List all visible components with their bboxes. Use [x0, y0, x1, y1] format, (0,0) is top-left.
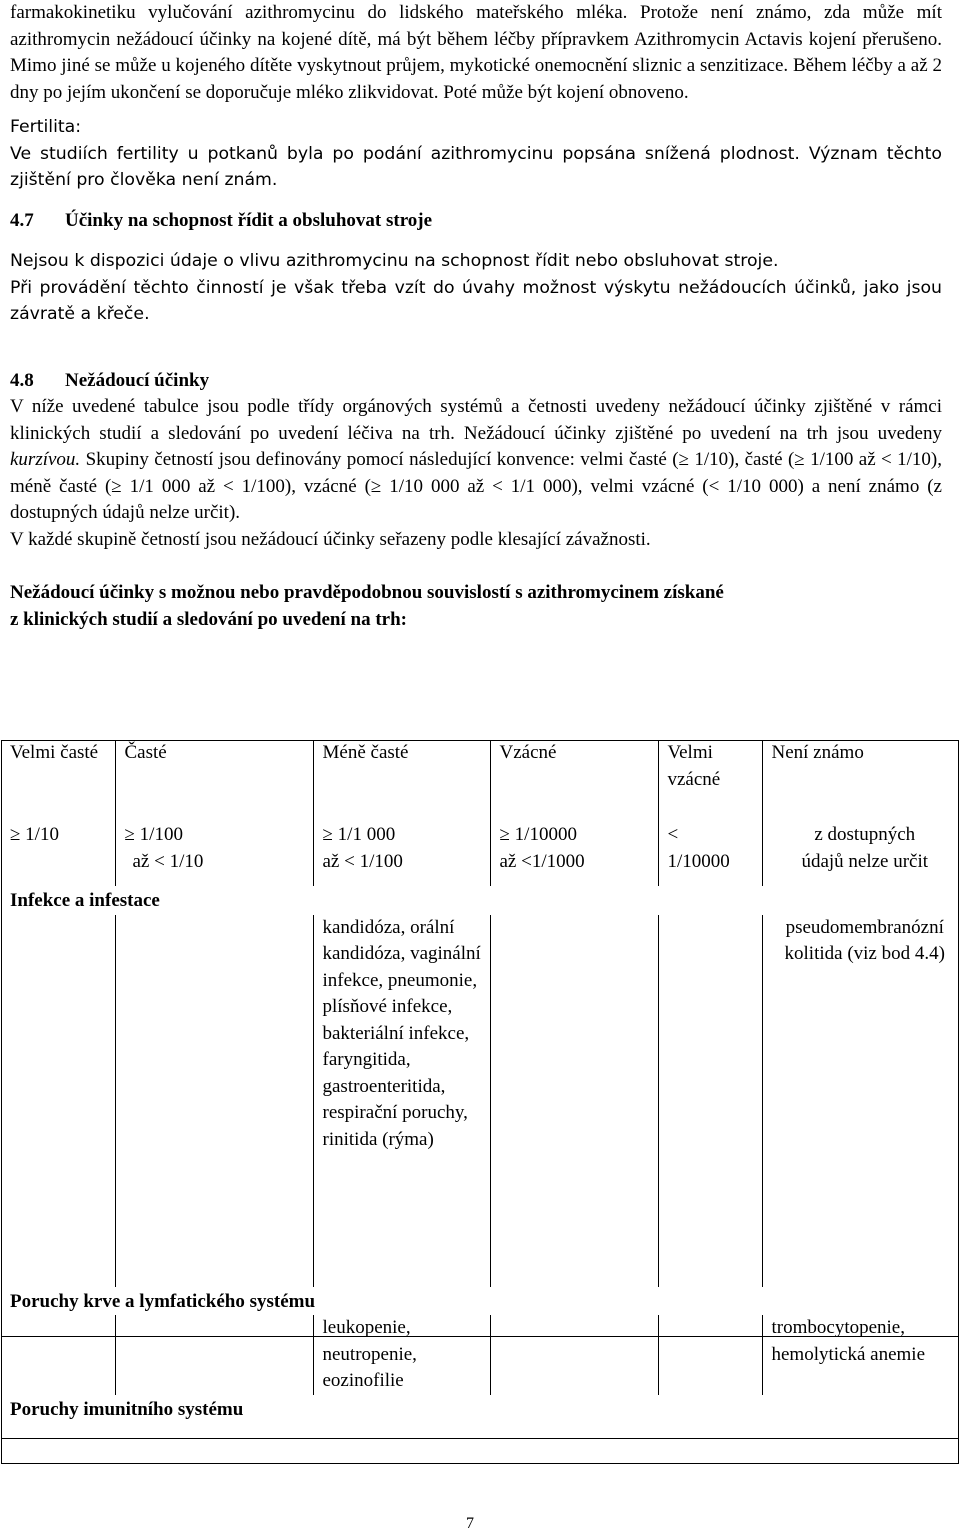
header-velmi-caste: Velmi časté: [10, 742, 99, 763]
frequency-line: údajů nelze určit: [801, 850, 929, 872]
frequency-line: až < 1/10: [132, 850, 204, 872]
header-neni-znamo: Není známo: [762, 740, 958, 822]
section-number: 4.8: [10, 369, 34, 391]
section-4-7-heading: [10, 208, 942, 235]
frequency-cell: [313, 822, 490, 886]
section-4-8-paragraph-2: V každé skupině četností jsou nežádoucí účinky seřazeny podle klesající závažnosti.: [10, 528, 651, 550]
frequency-cell: [762, 822, 958, 886]
frequency-line: až < 1/100: [322, 850, 403, 872]
category-name: Poruchy krve a lymfatického systému: [10, 1290, 316, 1312]
mene-caste-cell: leukopenie, neutropenie, eozinofilie: [313, 1315, 490, 1395]
frequency-line: z dostupných: [814, 824, 916, 845]
section-4-7-paragraph-2: Při provádění těchto činností je však třeba vzít do úvahy možnost výskytu nežádoucích účinků, jako jsou závratě a křeče.: [10, 277, 942, 324]
mene-caste-cell: kandidóza, orální kandidóza, vaginální infekce, pneumonie, plísňové infekce, bakteriální infekce, faryngitida, gastroenteritida, respirační poruchy, rinitida (rýma): [313, 915, 490, 1287]
frequency-cell: [658, 822, 762, 886]
frequency-cell: [1, 822, 115, 886]
italic-text: kurzívou.: [10, 449, 81, 470]
empty-cell: [115, 915, 313, 1287]
empty-cell: [658, 915, 762, 1287]
table-divider: [1, 1438, 959, 1439]
frequency-line: <: [667, 824, 679, 845]
section-4-7-paragraph-1: Nejsou k dispozici údaje o vlivu azithromycinu na schopnost řídit nebo obsluhovat stroje.: [10, 251, 779, 271]
frequency-line: ≥ 1/10000: [499, 824, 577, 845]
empty-cell: [115, 1315, 313, 1395]
page-number: 7: [466, 1515, 474, 1532]
frequency-cell: [490, 822, 658, 886]
category-row: [1, 1395, 958, 1424]
adverse-effects-table: [1, 740, 958, 1423]
fertility-label: Fertilita:: [10, 117, 82, 137]
text-run: Skupiny četností jsou definovány pomocí následující konvence: velmi časté (≥ 1/10), časté (≥ 1/100 až < 1/10), méně časté (≥ 1/1 000 až < 1/100), vzácné (≥ 1/10 000 až < 1/1 000), velmi vzácné (< 1/10 000) a není známo (z dostupných údajů nelze určit).: [10, 449, 942, 523]
text-run: V níže uvedené tabulce jsou podle třídy orgánových systémů a četnosti uvedeny nežádoucí účinky zjištěné v rámci klinických studií a sledování po uvedení léčiva na trh. Nežádoucí účinky zjištěné po uvedení na trh jsou uvedeny: [10, 396, 942, 444]
frequency-line: ≥ 1/10: [10, 824, 59, 845]
section-title: Účinky na schopnost řídit a obsluhovat stroje: [65, 209, 433, 231]
empty-cell: [490, 1315, 658, 1395]
category-row: [1, 886, 958, 915]
section-4-8-heading: [10, 368, 942, 395]
category-row: [1, 1287, 958, 1316]
neni-znamo-cell: trombocytopenie, hemolytická anemie: [762, 1315, 958, 1395]
table-frequency-row: [1, 822, 958, 886]
table-title-line-2: z klinických studií a sledování po uvedení na trh:: [10, 608, 407, 630]
header-mene-caste: Méně časté: [313, 740, 490, 822]
empty-cell: [658, 1315, 762, 1395]
table-title-line-1: Nežádoucí účinky s možnou nebo pravděpodobnou souvislostí s azithromycinem získané: [10, 582, 724, 603]
category-name: Poruchy imunitního systému: [10, 1398, 244, 1420]
breastfeeding-paragraph: farmakokinetiku vylučování azithromycinu do lidského mateřského mléka. Protože není známo, zda může mít azithromycin nežádoucí účinky na kojené dítě, má být během léčby přípravkem Azithromycin Actavis kojení přerušeno. Mimo jiné se může u kojeného dítěte vyskytnout průjem, mykotické onemocnění sliznic a senzitizace. Během léčby a až 2 dny po jejím ukončení se doporučuje mléko zlikvidovat. Poté může být kojení obnoveno.: [10, 2, 942, 103]
category-name: Infekce a infestace: [10, 890, 160, 911]
fertility-paragraph: Ve studiích fertility u potkanů byla po podání azithromycinu popsána snížená plodnost. Význam těchto zjištění pro člověka není znám.: [10, 143, 942, 190]
section-number: 4.7: [10, 209, 34, 231]
frequency-line: ≥ 1/1 000: [322, 824, 396, 845]
empty-cell: [1, 1315, 115, 1395]
table-header-row: [1, 740, 958, 822]
empty-cell: [490, 915, 658, 1287]
header-caste: Časté: [115, 740, 313, 822]
frequency-line: ≥ 1/100: [124, 824, 183, 845]
frequency-line: až <1/1000: [499, 850, 585, 872]
document-page: [10, 0, 942, 633]
section-title: Nežádoucí účinky: [65, 369, 210, 391]
neni-znamo-cell: pseudomembranózní kolitida (viz bod 4.4): [762, 915, 958, 1287]
category-content-row: [1, 1315, 958, 1395]
empty-cell: [1, 915, 115, 1287]
category-content-row: [1, 915, 958, 1287]
header-velmi-vzacne: Velmi vzácné: [658, 740, 762, 822]
header-vzacne: Vzácné: [490, 740, 658, 822]
section-4-8-paragraph-1: [10, 394, 942, 527]
frequency-cell: [115, 822, 313, 886]
frequency-line: 1/10000: [667, 850, 730, 872]
